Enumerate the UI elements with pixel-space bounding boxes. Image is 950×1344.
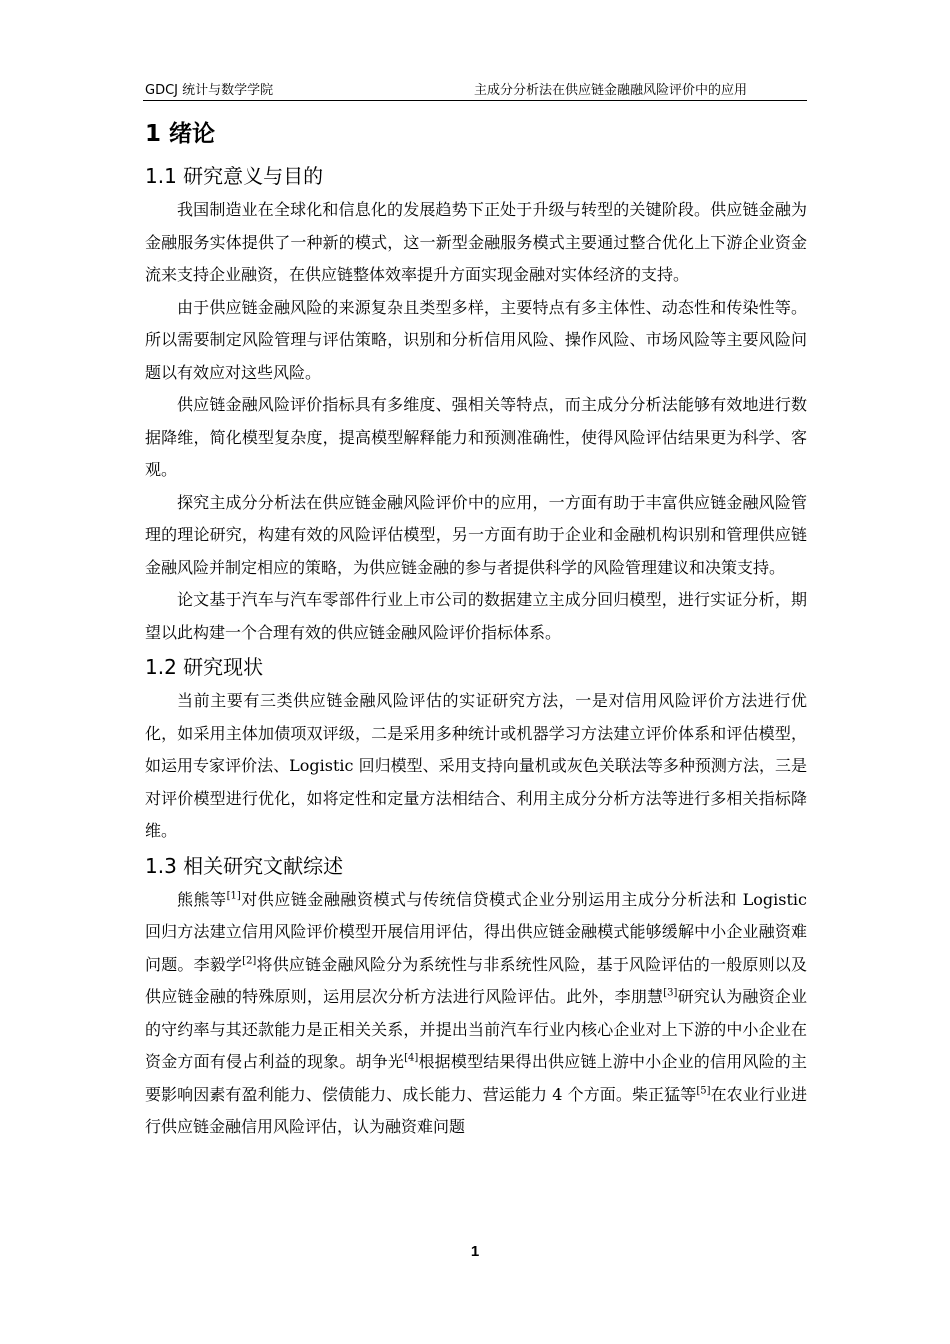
review-text: 对供应链金融融资模式与传统信贷模式企业分别运用主成分分析法和 Logistic 回归方法建立信用风险评价模型开展信用评估，得出供应链金融模式能够缓解中小企业融资难问题。李毅学 [145, 889, 807, 974]
review-text: 根据模型结果得出供应链上游中小企业的信用风险的主要影响因素有盈利能力、偿债能力、成长能力、营运能力 4 个方面。柴正猛等 [145, 1052, 807, 1104]
citation-5: [5] [696, 1085, 711, 1097]
header-right: 主成分分析法在供应链金融融风险评价中的应用 [473, 83, 747, 98]
paragraph: 供应链金融风险评价指标具有多维度、强相关等特点，而主成分分析法能够有效地进行数据降维，简化模型复杂度，提高模型解释能力和预测准确性，使得风险评估结果更为科学、客观。 [145, 395, 807, 479]
literature-review-paragraph [145, 884, 807, 1144]
paragraph: 探究主成分分析法在供应链金融风险评价中的应用，一方面有助于丰富供应链金融风险管理的理论研究，构建有效的风险评估模型，另一方面有助于企业和金融机构识别和管理供应链金融风险并制定相应的策略，为供应链金融的参与者提供科学的风险管理建议和决策支持。 [145, 492, 807, 577]
section-title-1-3: 1.3 相关研究文献综述 [145, 853, 344, 878]
paragraph: 当前主要有三类供应链金融风险评估的实证研究方法，一是对信用风险评价方法进行优化，如采用主体加债项双评级，二是采用多种统计或机器学习方法建立评价体系和评估模型，如运用专家评价法、Logistic 回归模型、采用支持向量机或灰色关联法等多种预测方法，三是对评价模型进行优化，如将定性和定量方法相结合、利用主成分分析方法等进行多相关指标降维。 [145, 691, 807, 840]
header-left: GDCJ 统计与数学学院 [145, 83, 274, 98]
review-text: 将供应链金融风险分为系统性与非系统性风险，基于风险评估的一般原则以及供应链金融的特殊原则，运用层次分析方法进行风险评估。此外，李朋慧 [145, 954, 807, 1006]
chapter-title: 1 绪论 [145, 121, 216, 147]
paragraph: 论文基于汽车与汽车零部件行业上市公司的数据建立主成分回归模型，进行实证分析，期望以此构建一个合理有效的供应链金融风险评价指标体系。 [145, 590, 807, 642]
section-title-1-2: 1.2 研究现状 [145, 655, 264, 679]
review-text: 在农业行业进行供应链金融信用风险评估，认为融资难问题 [145, 1084, 807, 1136]
page-number: 1 [470, 1243, 480, 1260]
review-text: 研究认为融资企业的守约率与其还款能力是正相关关系，并提出当前汽车行业内核心企业对上下游的中小企业在资金方面有侵占利益的现象。胡争光 [145, 987, 807, 1071]
section-title-1-1: 1.1 研究意义与目的 [145, 164, 324, 188]
paragraph: 我国制造业在全球化和信息化的发展趋势下正处于升级与转型的关键阶段。供应链金融为金融服务实体提供了一种新的模式，这一新型金融服务模式主要通过整合优化上下游企业资金流来支持企业融资，在供应链整体效率提升方面实现金融对实体经济的支持。 [145, 200, 807, 284]
paragraph: 由于供应链金融风险的来源复杂且类型多样，主要特点有多主体性、动态性和传染性等。所以需要制定风险管理与评估策略，识别和分析信用风险、操作风险、市场风险等主要风险问题以有效应对这些风险。 [145, 297, 807, 382]
citation-4: [4] [404, 1052, 419, 1064]
citation-1: [1] [226, 890, 241, 902]
review-text: 熊熊等 [177, 889, 227, 909]
main-content [145, 114, 807, 1144]
citation-2: [2] [242, 955, 257, 967]
running-header [143, 76, 807, 101]
citation-3: [3] [663, 987, 678, 999]
